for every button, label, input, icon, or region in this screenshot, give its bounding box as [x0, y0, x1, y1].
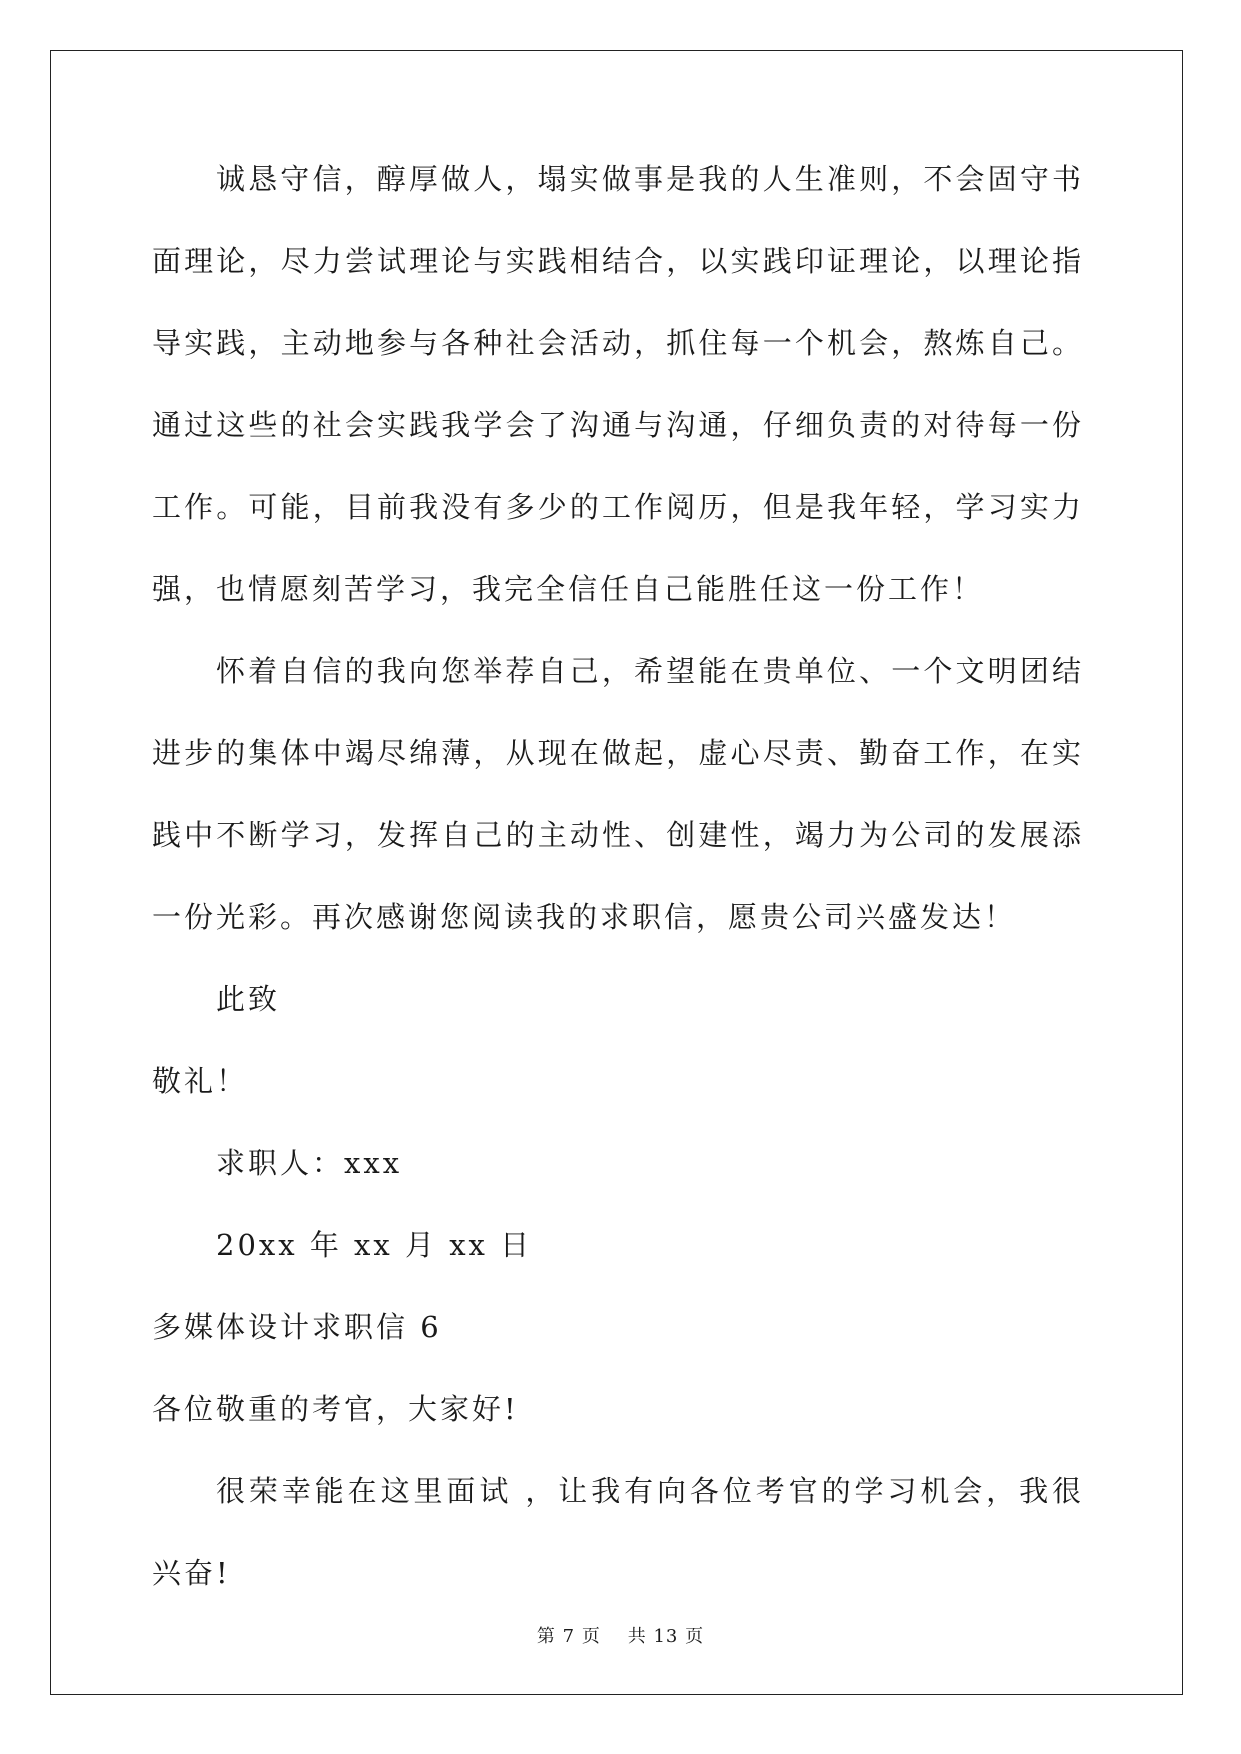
page-total: 共 13 页	[627, 1626, 705, 1647]
signature-applicant: 求职人：xxx	[216, 1146, 403, 1180]
paragraph-recommendation: 怀着自信的我向您举荐自己，希望能在贵单位、一个文明团结进步的集体中竭尽绵薄，从现在做起，虚心尽责、勤奋工作，在实践中不断学习，发挥自己的主动性、创建性，竭力为公司的发展添一份光彩。再次感谢您阅读我的求职信，愿贵公司兴盛发达！	[152, 654, 1084, 934]
closing-salutation: 此致	[216, 982, 281, 1016]
signature-date: 20xx 年 xx 月 xx 日	[216, 1228, 533, 1262]
page-number: 第 7 页	[536, 1626, 601, 1647]
document-body	[152, 162, 1084, 1614]
page-footer	[0, 1622, 1241, 1648]
closing-regards: 敬礼！	[152, 1064, 249, 1098]
section-title: 多媒体设计求职信 6	[152, 1310, 442, 1344]
greeting: 各位敬重的考官，大家好!	[152, 1392, 519, 1426]
paragraph-self-description: 诚恳守信，醇厚做人，塌实做事是我的人生准则，不会固守书面理论，尽力尝试理论与实践相结合，以实践印证理论，以理论指导实践，主动地参与各种社会活动，抓住每一个机会，熬炼自己。通过这些的社会实践我学会了沟通与沟通，仔细负责的对待每一份工作。可能，目前我没有多少的工作阅历，但是我年轻，学习实力强，也情愿刻苦学习，我完全信任自己能胜任这一份工作！	[152, 162, 1084, 606]
paragraph-interview-intro: 很荣幸能在这里面试 ，让我有向各位考官的学习机会，我很兴奋!	[152, 1474, 1084, 1590]
